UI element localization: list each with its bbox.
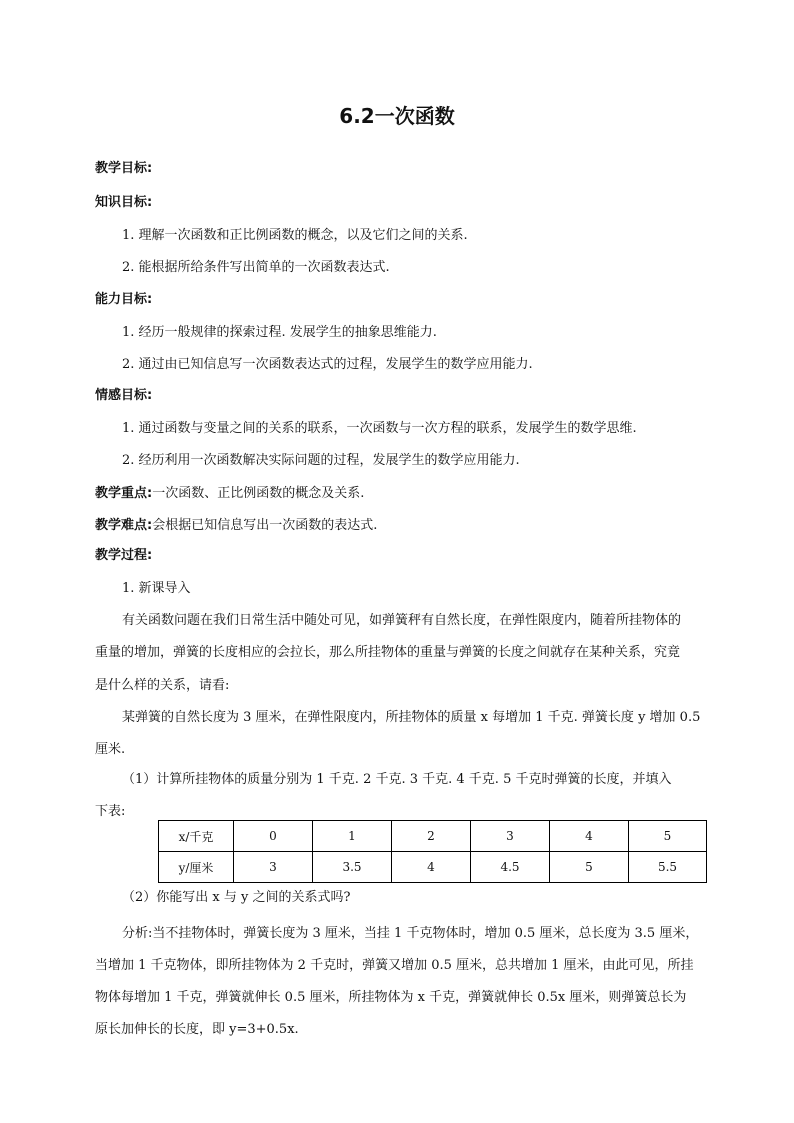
paragraph-line: 有关函数问题在我们日常生活中随处可见，如弹簧秤有自然长度，在弹性限度内，随着所挂物体的 — [122, 613, 682, 628]
data-table — [158, 820, 707, 883]
table-cell: x/千克 — [159, 821, 234, 852]
key-point-text: 一次函数、正比例函数的概念及关系. — [152, 486, 365, 501]
intro-heading: 1. 新课导入 — [122, 581, 191, 596]
heading-emotion: 情感目标: — [95, 388, 153, 403]
question-line: 下表: — [95, 804, 126, 819]
table-cell: 4.5 — [471, 852, 550, 883]
table-cell: 3 — [234, 852, 313, 883]
heading-goals: 教学目标: — [95, 161, 153, 176]
heading-knowledge: 知识目标: — [95, 195, 153, 210]
table-cell: 3 — [471, 821, 550, 852]
table-cell: 1 — [313, 821, 392, 852]
table-cell: 3.5 — [313, 852, 392, 883]
table-row — [159, 821, 707, 852]
analysis-line: 原长加伸长的长度，即 y=3+0.5x. — [95, 1022, 299, 1037]
key-point — [95, 486, 364, 502]
page-title: 6.2一次函数 — [339, 104, 455, 128]
paragraph-line: 某弹簧的自然长度为 3 厘米，在弹性限度内，所挂物体的质量 x 每增加 1 千克. 弹簧长度 y 增加 0.5 — [122, 710, 701, 725]
analysis-line: 分析:当不挂物体时，弹簧长度为 3 厘米，当挂 1 千克物体时，增加 0.5 厘米，总长度为 3.5 厘米， — [122, 926, 699, 941]
ability-item: 1. 经历一般规律的探索过程. 发展学生的抽象思维能力. — [122, 325, 437, 340]
question-line: （1）计算所挂物体的质量分别为 1 千克. 2 千克. 3 千克. 4 千克. 5 千克时弹簧的长度，并填入 — [122, 772, 672, 787]
ability-item: 2. 通过由已知信息写一次函数表达式的过程，发展学生的数学应用能力. — [122, 357, 533, 372]
knowledge-item: 1. 理解一次函数和正比例函数的概念，以及它们之间的关系. — [122, 228, 468, 243]
heading-ability: 能力目标: — [95, 292, 153, 307]
paragraph-line: 是什么样的关系，请看: — [95, 678, 230, 693]
difficult-point-text: 会根据已知信息写出一次函数的表达式. — [152, 518, 378, 533]
paragraph-line: 重量的增加，弹簧的长度相应的会拉长，那么所挂物体的重量与弹簧的长度之间就存在某种关系，究竟 — [95, 645, 681, 660]
paragraph-line: 厘米. — [95, 742, 126, 757]
table-row — [159, 852, 707, 883]
table-cell: 5 — [629, 821, 707, 852]
table-cell: 5 — [550, 852, 629, 883]
emotion-item: 1. 通过函数与变量之间的关系的联系，一次函数与一次方程的联系，发展学生的数学思维. — [122, 421, 637, 436]
table-cell: y/厘米 — [159, 852, 234, 883]
table-cell: 5.5 — [629, 852, 707, 883]
knowledge-item: 2. 能根据所给条件写出简单的一次函数表达式. — [122, 260, 390, 275]
question-line: （2）你能写出 x 与 y 之间的关系式吗? — [122, 890, 351, 905]
emotion-item: 2. 经历利用一次函数解决实际问题的过程，发展学生的数学应用能力. — [122, 453, 520, 468]
table-cell: 0 — [234, 821, 313, 852]
difficult-point-label: 教学难点: — [95, 518, 153, 533]
heading-process: 教学过程: — [95, 548, 153, 563]
difficult-point — [95, 518, 377, 534]
analysis-line: 当增加 1 千克物体，即所挂物体为 2 千克时，弹簧又增加 0.5 厘米，总共增加 1 厘米，由此可见，所挂 — [95, 958, 694, 973]
key-point-label: 教学重点: — [95, 486, 153, 501]
table-cell: 4 — [550, 821, 629, 852]
table-cell: 2 — [392, 821, 471, 852]
table-cell: 4 — [392, 852, 471, 883]
analysis-line: 物体每增加 1 千克，弹簧就伸长 0.5 厘米，所挂物体为 x 千克，弹簧就伸长 0.5x 厘米，则弹簧总长为 — [95, 990, 687, 1005]
